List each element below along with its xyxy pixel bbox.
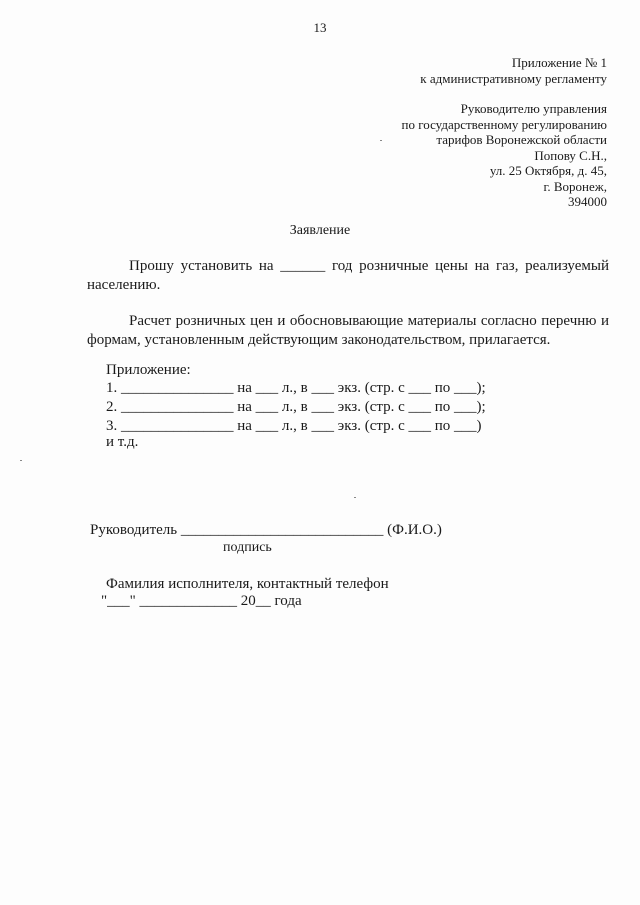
materials-paragraph: Расчет розничных цен и обосновывающие материалы согласно перечню и формам, установленным действующим законодательством, прилагается.: [87, 313, 609, 348]
date-line: "___" _____________ 20__ года: [101, 593, 302, 609]
attachments-heading: Приложение:: [106, 362, 191, 378]
page-number: 13: [313, 20, 327, 35]
addressee-line-1: Руководителю управления: [460, 101, 607, 116]
addressee-line-2: по государственному регулированию: [401, 116, 607, 132]
scan-speck: [380, 140, 382, 141]
addressee-line-7: 394000: [568, 194, 607, 209]
appendix-header: [420, 55, 607, 86]
scan-speck: [20, 460, 22, 461]
document-title: Заявление: [289, 223, 351, 238]
signature-label: подпись: [223, 540, 272, 555]
addressee-line-3: тарифов Воронежской области: [436, 132, 607, 147]
attachment-item-2: 2. _______________ на ___ л., в ___ экз. (стр. с ___ по ___);: [106, 399, 486, 415]
addressee-line-4: Попову С.Н.,: [534, 147, 607, 163]
appendix-line-1: Приложение № 1: [511, 55, 607, 70]
attachment-item-3: 3. _______________ на ___ л., в ___ экз. (стр. с ___ по ___): [106, 418, 482, 434]
contact-line: Фамилия исполнителя, контактный телефон: [106, 576, 389, 592]
attachments-etc: и т.д.: [106, 434, 139, 450]
addressee-block: [402, 101, 607, 210]
addressee-line-6: г. Воронеж,: [543, 178, 607, 194]
addressee-line-5: ул. 25 Октября, д. 45,: [489, 163, 607, 178]
scan-speck: [354, 497, 356, 498]
appendix-line-2: к административному регламенту: [420, 70, 607, 86]
request-paragraph: Прошу установить на ______ год розничные цены на газ, реализуемый населению.: [87, 258, 609, 293]
signer-line: Руководитель ___________________________ (Ф.И.О.): [90, 522, 442, 538]
attachment-item-1: 1. _______________ на ___ л., в ___ экз. (стр. с ___ по ___);: [106, 380, 486, 396]
